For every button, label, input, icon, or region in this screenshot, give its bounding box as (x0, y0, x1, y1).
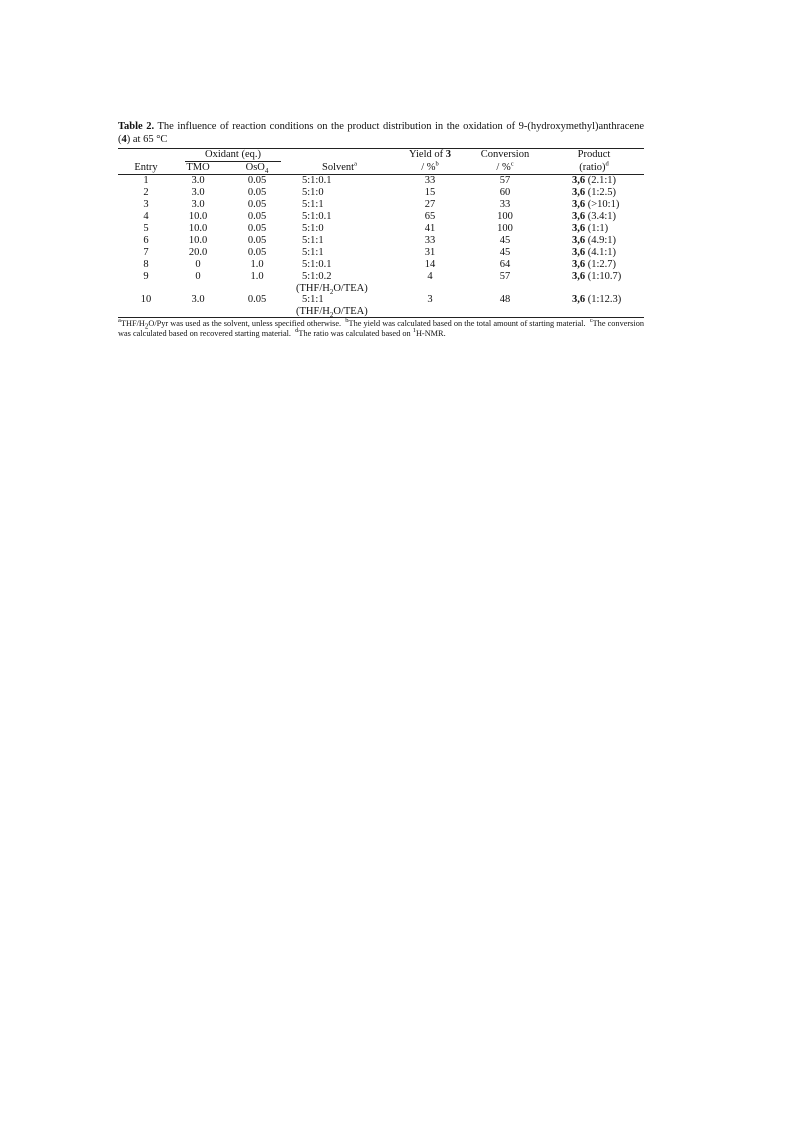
conversion-cell: 33 (499, 199, 511, 210)
entry-cell: 4 (143, 211, 149, 222)
table-row (118, 235, 644, 247)
yield-cell: 4 (427, 271, 433, 282)
solvent-cell: 5:1:0.1 (302, 175, 332, 186)
table-2-block (118, 121, 644, 347)
product-header-line1: Product (544, 149, 644, 163)
conversion-header-line1: Conversion (466, 149, 544, 163)
yield-cell: 31 (424, 247, 436, 258)
oso4-cell: 0.05 (247, 247, 267, 258)
tmo-cell: 3.0 (191, 294, 205, 305)
yield-cell: 33 (424, 235, 436, 246)
product-cell: 3,6 (1:10.7) (572, 271, 622, 282)
table-row (118, 271, 644, 283)
yield-cell: 33 (424, 175, 436, 186)
oso4-cell: 0.05 (247, 235, 267, 246)
table-row (118, 247, 644, 259)
entry-header: Entry (118, 162, 174, 175)
yield-header-line1: Yield of 3 (394, 149, 466, 163)
table-row (118, 175, 644, 188)
entry-cell: 6 (143, 235, 149, 246)
solvent-cell: 5:1:1 (302, 199, 324, 210)
product-cell: 3,6 (4.1:1) (572, 247, 617, 258)
yield-cell: 3 (427, 294, 433, 305)
product-cell: 3,6 (1:12.3) (572, 294, 622, 305)
entry-cell: 2 (143, 187, 149, 198)
tmo-cell: 10.0 (188, 235, 208, 246)
tmo-header: TMO (174, 162, 222, 175)
table-row (118, 259, 644, 271)
product-cell: 3,6 (4.9:1) (572, 235, 617, 246)
caption-compound: 4 (121, 133, 127, 145)
product-cell: 3,6 (3.4:1) (572, 211, 617, 222)
product-cell: 3,6 (>10:1) (572, 199, 620, 210)
entry-cell: 5 (143, 223, 149, 234)
product-cell: 3,6 (2.1:1) (572, 175, 617, 186)
table-row (118, 294, 644, 306)
tmo-cell: 10.0 (188, 223, 208, 234)
oso4-cell: 0.05 (247, 223, 267, 234)
conversion-cell: 57 (499, 175, 511, 186)
yield-cell: 41 (424, 223, 436, 234)
yield-cell: 15 (424, 187, 436, 198)
conversion-header-line2: / %$^c$ (466, 162, 544, 175)
tmo-cell: 0 (195, 271, 201, 282)
oso4-cell: 0.05 (247, 175, 267, 186)
conversion-cell: 48 (499, 294, 511, 305)
oso4-cell: 0.05 (247, 211, 267, 222)
solvent-cell: 5:1:0.1 (302, 259, 332, 270)
entry-cell: 3 (143, 199, 149, 210)
table-label: Table 2. (118, 121, 155, 132)
solvent-cell: 5:1:0.2 (302, 271, 332, 282)
table-footnote: $^aTHF/H_2O$/Pyr was used as the solvent, unless specified otherwise. $^b$The yield was calculated based on the total amount of starting material. $^c$The conversion was calculated based on recovered starting material. $^d$The ratio was calculated based on $^1$H-NMR. (118, 317, 644, 338)
solvent-note: $(THF/H_2O/TEA)$ (292, 306, 394, 318)
yield-cell: 27 (424, 199, 436, 210)
oso4-cell: 1.0 (250, 271, 264, 282)
solvent-cell: 5:1:0.1 (302, 211, 332, 222)
entry-cell: 1 (143, 175, 149, 186)
solvent-cell: 5:1:1 (302, 294, 324, 305)
solvent-cell: 5:1:0 (302, 187, 324, 198)
solvent-note: $(THF/H_2O/TEA)$ (296, 283, 368, 297)
yield-cell: 65 (424, 211, 436, 222)
table-row (118, 187, 644, 199)
tmo-cell: 3.0 (191, 187, 205, 198)
conversion-cell: 64 (499, 259, 511, 270)
product-cell: 3,6 (1:1) (572, 223, 609, 234)
yield-header-line2: / %$^b$ (394, 162, 466, 175)
conversion-cell: 60 (499, 187, 511, 198)
solvent-cell: 5:1:1 (302, 235, 324, 246)
conversion-cell: 100 (497, 211, 513, 222)
entry-cell: 7 (143, 247, 149, 258)
solvent-cell: 5:1:0 (302, 223, 324, 234)
product-header-line2: (ratio)$^d$ (544, 162, 644, 175)
oso4-header: OsO$_4$ (222, 162, 292, 175)
entry-cell: 10 (140, 294, 152, 305)
tmo-cell: 0 (195, 259, 201, 270)
tmo-cell: 3.0 (191, 175, 205, 186)
solvent-note-row (118, 306, 644, 318)
product-cell: 3,6 (1:2.5) (572, 187, 617, 198)
yield-cell: 14 (424, 259, 436, 270)
header-row-2 (118, 162, 644, 175)
caption-text-2: ) at 65 °C (126, 133, 168, 145)
product-cell: 3,6 (1:2.7) (572, 259, 617, 270)
solvent-note-row (118, 283, 644, 294)
tmo-cell: 10.0 (188, 211, 208, 222)
table-caption (118, 121, 644, 146)
conversion-cell: 45 (499, 247, 511, 258)
caption-text-1: The influence of reaction conditions on the product distribution in the oxidation of 9-(hydroxymethyl)anthracene ( (118, 121, 644, 145)
results-table (118, 148, 644, 318)
tmo-cell: 3.0 (191, 199, 205, 210)
oso4-cell: 0.05 (247, 199, 267, 210)
table-row (118, 211, 644, 223)
conversion-cell: 57 (499, 271, 511, 282)
table-row (118, 223, 644, 235)
oso4-cell: 0.05 (247, 187, 267, 198)
header-row-1 (118, 149, 644, 163)
table-row (118, 199, 644, 211)
oso4-cell: 0.05 (247, 294, 267, 305)
conversion-cell: 45 (499, 235, 511, 246)
solvent-cell: 5:1:1 (302, 247, 324, 258)
tmo-cell: 20.0 (188, 247, 208, 258)
entry-cell: 9 (143, 271, 149, 282)
conversion-cell: 100 (497, 223, 513, 234)
entry-cell: 8 (143, 259, 149, 270)
oxidant-group-header: Oxidant (eq.) (174, 149, 292, 163)
solvent-header: Solvent$^a$ (292, 162, 394, 175)
oso4-cell: 1.0 (250, 259, 264, 270)
